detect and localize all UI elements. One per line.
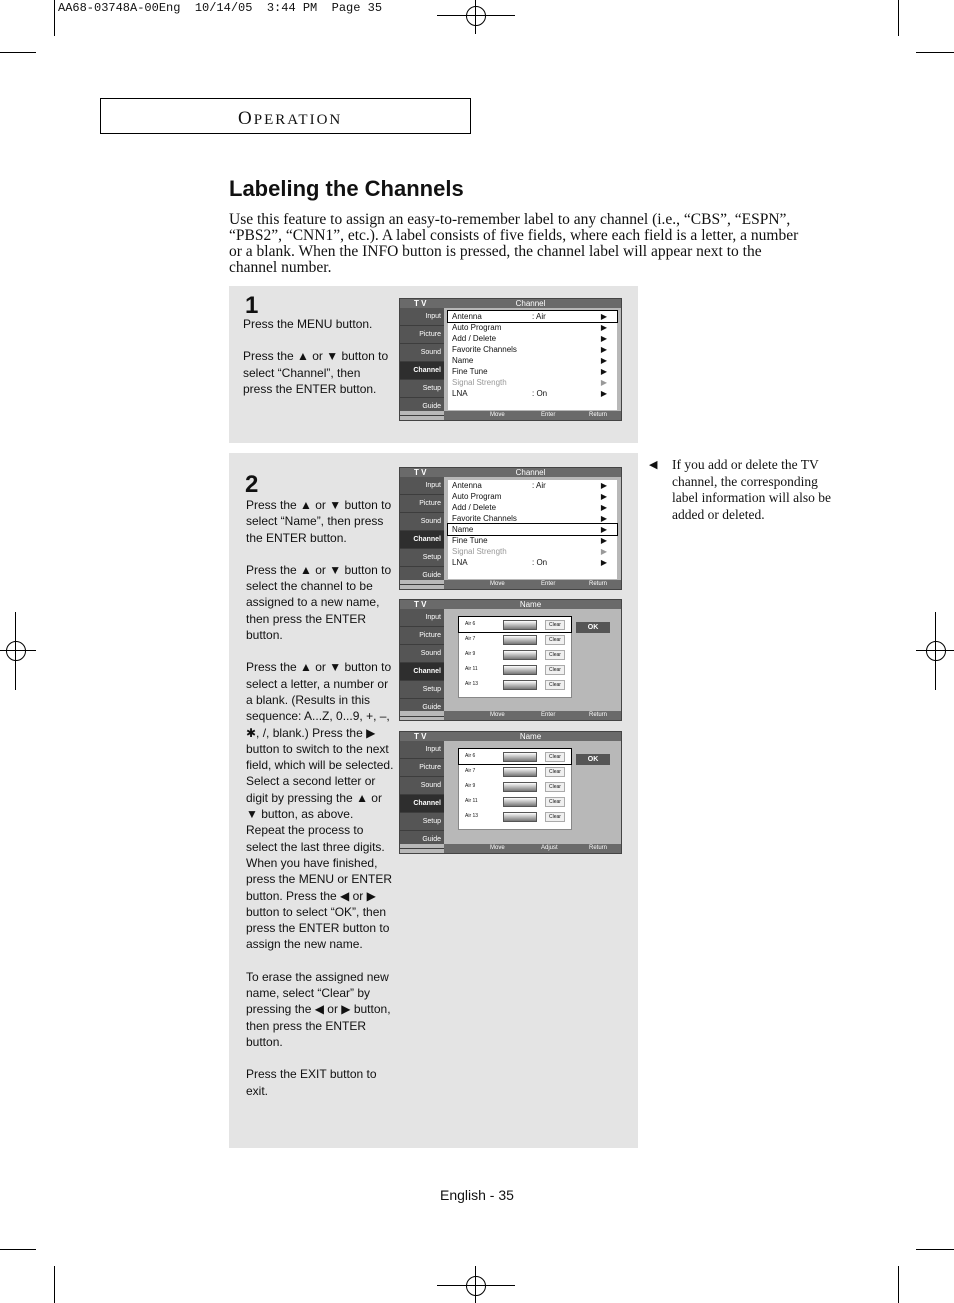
tv-title-bar <box>400 468 621 477</box>
crop-mark <box>898 0 899 36</box>
menu-row-label: Antenna <box>452 312 482 321</box>
menu-row-label: Name <box>452 356 474 365</box>
step2-paragraph: Press the ▲ or ▼ button to select “Name”, then press the ENTER button. <box>246 498 392 545</box>
step-number: 1 <box>245 292 259 319</box>
sidebar-item-picture: Picture <box>400 627 444 645</box>
section-box <box>100 98 471 134</box>
channel-label: Air 6 <box>465 621 476 627</box>
menu-row-label: Antenna <box>452 481 482 490</box>
name-field <box>503 782 537 792</box>
name-field <box>503 752 537 762</box>
menu-row-label: Favorite Channels <box>452 514 517 523</box>
sidebar-item-guide: Guide <box>400 831 444 849</box>
move-hint: Move <box>490 412 505 418</box>
menu-row <box>448 524 617 535</box>
right-arrow-icon: ▶ <box>600 323 607 332</box>
right-arrow-icon: ▶ <box>600 378 607 387</box>
spacer <box>246 953 394 969</box>
return-hint: Return <box>589 845 608 851</box>
menu-row-label: Add / Delete <box>452 334 497 343</box>
menu-row <box>448 480 617 491</box>
channel-label: Air 9 <box>465 783 476 789</box>
channel-label: Air 13 <box>465 813 479 819</box>
registration-mark <box>15 612 16 690</box>
menu-row <box>448 546 617 557</box>
return-hint: Return <box>589 712 608 718</box>
sidebar-item-picture: Picture <box>400 326 444 344</box>
clear-button: Clear <box>545 767 565 777</box>
right-arrow-icon: ▶ <box>600 334 607 343</box>
step2-paragraph: Press the ▲ or ▼ button to select a letter, a number or a blank. (Results in this sequence: A...Z, 0...9, +, –, ✱, /, blank.) Press the ▶ button to switch to the next field, which will be selected. Select a second letter or digit by pressing the ▲ or ▼ button, as above. Repeat the process to select the last three digits. When you have finished, press the MENU or ENTER button. Press the ◀ or ▶ button to select “OK”, then press the ENTER button to assign the new name. <box>246 660 394 952</box>
menu-row-label: Auto Program <box>452 323 502 332</box>
tv-sidebar <box>400 477 444 580</box>
name-list <box>458 748 572 830</box>
name-row <box>459 809 571 824</box>
step-number: 2 <box>245 471 259 498</box>
ok-button: OK <box>576 622 610 633</box>
crop-mark <box>0 52 36 53</box>
tv-label: T V <box>414 600 427 609</box>
page-footer: English - 35 <box>440 1187 514 1203</box>
menu-row <box>448 344 617 355</box>
tv-label: T V <box>414 299 427 308</box>
channel-label: Air 13 <box>465 681 479 687</box>
sidebar-item-channel: Channel <box>400 362 444 380</box>
name-field <box>503 635 537 645</box>
sidebar-item-channel: Channel <box>400 795 444 813</box>
menu-row <box>448 388 617 399</box>
clear-button: Clear <box>545 782 565 792</box>
spacer <box>246 643 394 659</box>
clear-button: Clear <box>545 680 565 690</box>
spacer <box>246 546 394 562</box>
name-row <box>459 647 571 662</box>
menu-row-label: Signal Strength <box>452 378 507 387</box>
menu-row <box>448 502 617 513</box>
right-arrow-icon: ▶ <box>600 345 607 354</box>
right-arrow-icon: ▶ <box>600 367 607 376</box>
crop-mark <box>916 52 954 53</box>
sidebar-item-guide: Guide <box>400 699 444 717</box>
crop-mark <box>54 1266 55 1303</box>
menu-row-label: LNA <box>452 558 468 567</box>
sidebar-item-setup: Setup <box>400 813 444 831</box>
tv-screen-channel-menu <box>399 298 622 421</box>
menu-row-label: Fine Tune <box>452 536 488 545</box>
name-row <box>459 632 571 647</box>
sidebar-item-input: Input <box>400 477 444 495</box>
menu-row <box>448 491 617 502</box>
intro-paragraph: Use this feature to assign an easy-to-remember label to any channel (i.e., “CBS”, “ESPN”, “PBS2”, “CNN1”, etc.). A label consists of five fields, where each field is a letter, a number or a blank. When the INFO button is pressed, the channel label will appear next to the channel number. <box>229 211 799 276</box>
menu-row <box>448 311 617 322</box>
move-hint: Move <box>490 712 505 718</box>
move-hint: Move <box>490 845 505 851</box>
clear-button: Clear <box>545 665 565 675</box>
print-header: AA68-03748A-00Eng 10/14/05 3:44 PM Page 35 <box>58 1 383 15</box>
sidebar-item-guide: Guide <box>400 567 444 585</box>
channel-label: Air 9 <box>465 651 476 657</box>
name-row <box>459 677 571 692</box>
right-arrow-icon: ▶ <box>600 547 607 556</box>
name-row <box>459 749 571 764</box>
channel-label: Air 11 <box>465 798 478 804</box>
registration-mark <box>437 15 515 16</box>
step2-paragraph: To erase the assigned new name, select “Clear” by pressing the ◀ or ▶ button, then press the ENTER button. <box>246 969 391 1049</box>
move-hint: Move <box>490 581 505 587</box>
menu-row <box>448 535 617 546</box>
note <box>650 457 840 523</box>
name-field <box>503 767 537 777</box>
menu-row-label: Signal Strength <box>452 547 507 556</box>
crop-mark <box>916 1249 954 1250</box>
step1-spacer <box>243 332 393 348</box>
right-arrow-icon: ▶ <box>600 356 607 365</box>
menu-row <box>448 557 617 568</box>
name-list <box>458 616 572 698</box>
name-row <box>459 794 571 809</box>
name-row <box>459 617 571 632</box>
tv-menu-title: Channel <box>515 299 546 308</box>
step1-text <box>243 316 393 397</box>
menu-row-value: : Air <box>532 481 546 490</box>
left-triangle-icon: ◀ <box>649 459 658 471</box>
tv-screen-channel-menu-name <box>399 467 622 590</box>
name-field <box>503 797 537 807</box>
clear-button: Clear <box>545 812 565 822</box>
sidebar-item-sound: Sound <box>400 777 444 795</box>
tv-title-bar <box>400 299 621 308</box>
sidebar-item-input: Input <box>400 609 444 627</box>
section-label: OPERATION <box>238 108 343 129</box>
right-arrow-icon: ▶ <box>600 389 607 398</box>
tv-menu-title: Name <box>519 600 542 609</box>
right-arrow-icon: ▶ <box>600 558 607 567</box>
sidebar-item-setup: Setup <box>400 549 444 567</box>
menu-row-label: LNA <box>452 389 468 398</box>
menu-row <box>448 377 617 388</box>
registration-mark <box>466 1276 486 1296</box>
channel-label: Air 7 <box>465 768 476 774</box>
action-hint: Adjust <box>541 845 558 851</box>
tv-title-bar <box>400 600 621 609</box>
right-arrow-icon: ▶ <box>600 503 607 512</box>
sidebar-item-setup: Setup <box>400 380 444 398</box>
name-row <box>459 764 571 779</box>
registration-mark <box>935 612 936 690</box>
right-arrow-icon: ▶ <box>600 481 607 490</box>
tv-bottom-bar <box>444 844 621 853</box>
sidebar-item-channel: Channel <box>400 663 444 681</box>
return-hint: Return <box>589 412 608 418</box>
sidebar-item-picture: Picture <box>400 495 444 513</box>
right-arrow-icon: ▶ <box>600 525 607 534</box>
sidebar-item-channel: Channel <box>400 531 444 549</box>
name-field <box>503 650 537 660</box>
sidebar-item-picture: Picture <box>400 759 444 777</box>
name-field <box>503 680 537 690</box>
right-arrow-icon: ▶ <box>600 312 607 321</box>
registration-mark <box>466 6 486 26</box>
registration-mark <box>437 1285 515 1286</box>
menu-row-label: Add / Delete <box>452 503 497 512</box>
tv-bottom-bar <box>444 580 621 589</box>
menu-row-label: Auto Program <box>452 492 502 501</box>
action-hint: Enter <box>541 581 556 587</box>
menu-row-label: Fine Tune <box>452 367 488 376</box>
tv-sidebar <box>400 308 444 411</box>
menu-row <box>448 355 617 366</box>
tv-screen-name-list <box>399 599 622 721</box>
channel-label: Air 11 <box>465 666 478 672</box>
channel-label: Air 6 <box>465 753 476 759</box>
menu-row <box>448 333 617 344</box>
step2-text <box>246 497 394 1099</box>
name-field <box>503 620 537 630</box>
action-hint: Enter <box>541 412 556 418</box>
step2-paragraph: Press the ▲ or ▼ button to select the channel to be assigned to a new name, then press the ENTER button. <box>246 562 392 643</box>
crop-mark <box>898 1266 899 1303</box>
right-arrow-icon: ▶ <box>600 536 607 545</box>
action-hint: Enter <box>541 712 556 718</box>
channel-menu <box>448 480 617 579</box>
tv-bottom-bar <box>444 711 621 720</box>
menu-row-value: : On <box>532 558 548 567</box>
tv-menu-title: Name <box>519 732 542 741</box>
sidebar-item-sound: Sound <box>400 344 444 362</box>
clear-button: Clear <box>545 797 565 807</box>
name-row <box>459 779 571 794</box>
sidebar-item-setup: Setup <box>400 681 444 699</box>
clear-button: Clear <box>545 620 565 630</box>
sidebar-item-input: Input <box>400 308 444 326</box>
registration-mark <box>475 0 476 34</box>
ok-button: OK <box>576 754 610 765</box>
sidebar-item-input: Input <box>400 741 444 759</box>
name-field <box>503 812 537 822</box>
step1-line: Press the MENU button. <box>243 317 373 331</box>
channel-label: Air 7 <box>465 636 476 642</box>
registration-mark <box>0 650 36 651</box>
return-hint: Return <box>589 581 608 587</box>
tv-sidebar <box>400 741 444 844</box>
sidebar-item-guide: Guide <box>400 398 444 416</box>
name-row <box>459 662 571 677</box>
crop-mark <box>54 0 55 36</box>
menu-row <box>448 366 617 377</box>
right-arrow-icon: ▶ <box>600 514 607 523</box>
spacer <box>246 1050 394 1066</box>
tv-bottom-bar <box>444 411 621 420</box>
registration-mark <box>6 641 26 661</box>
registration-mark <box>475 1266 476 1303</box>
menu-row <box>448 513 617 524</box>
menu-row-label: Favorite Channels <box>452 345 517 354</box>
clear-button: Clear <box>545 650 565 660</box>
sidebar-item-sound: Sound <box>400 645 444 663</box>
menu-row-label: Name <box>452 525 474 534</box>
tv-screen-name-edit <box>399 731 622 854</box>
crop-mark <box>0 1249 36 1250</box>
clear-button: Clear <box>545 635 565 645</box>
tv-menu-title: Channel <box>515 468 546 477</box>
tv-sidebar <box>400 609 444 711</box>
menu-row <box>448 322 617 333</box>
tv-label: T V <box>414 732 427 741</box>
clear-button: Clear <box>545 752 565 762</box>
page-title: Labeling the Channels <box>229 176 464 201</box>
sidebar-item-sound: Sound <box>400 513 444 531</box>
tv-title-bar <box>400 732 621 741</box>
channel-menu <box>448 311 617 410</box>
menu-row-value: : On <box>532 389 548 398</box>
right-arrow-icon: ▶ <box>600 492 607 501</box>
registration-mark <box>926 641 946 661</box>
tv-label: T V <box>414 468 427 477</box>
menu-row-value: : Air <box>532 312 546 321</box>
step2-paragraph: Press the EXIT button to exit. <box>246 1067 377 1098</box>
step1-line: Press the ▲ or ▼ button to select “Channel”, then press the ENTER button. <box>243 349 389 396</box>
name-field <box>503 665 537 675</box>
note-text: If you add or delete the TV channel, the corresponding label information will also be added or deleted. <box>672 457 831 522</box>
